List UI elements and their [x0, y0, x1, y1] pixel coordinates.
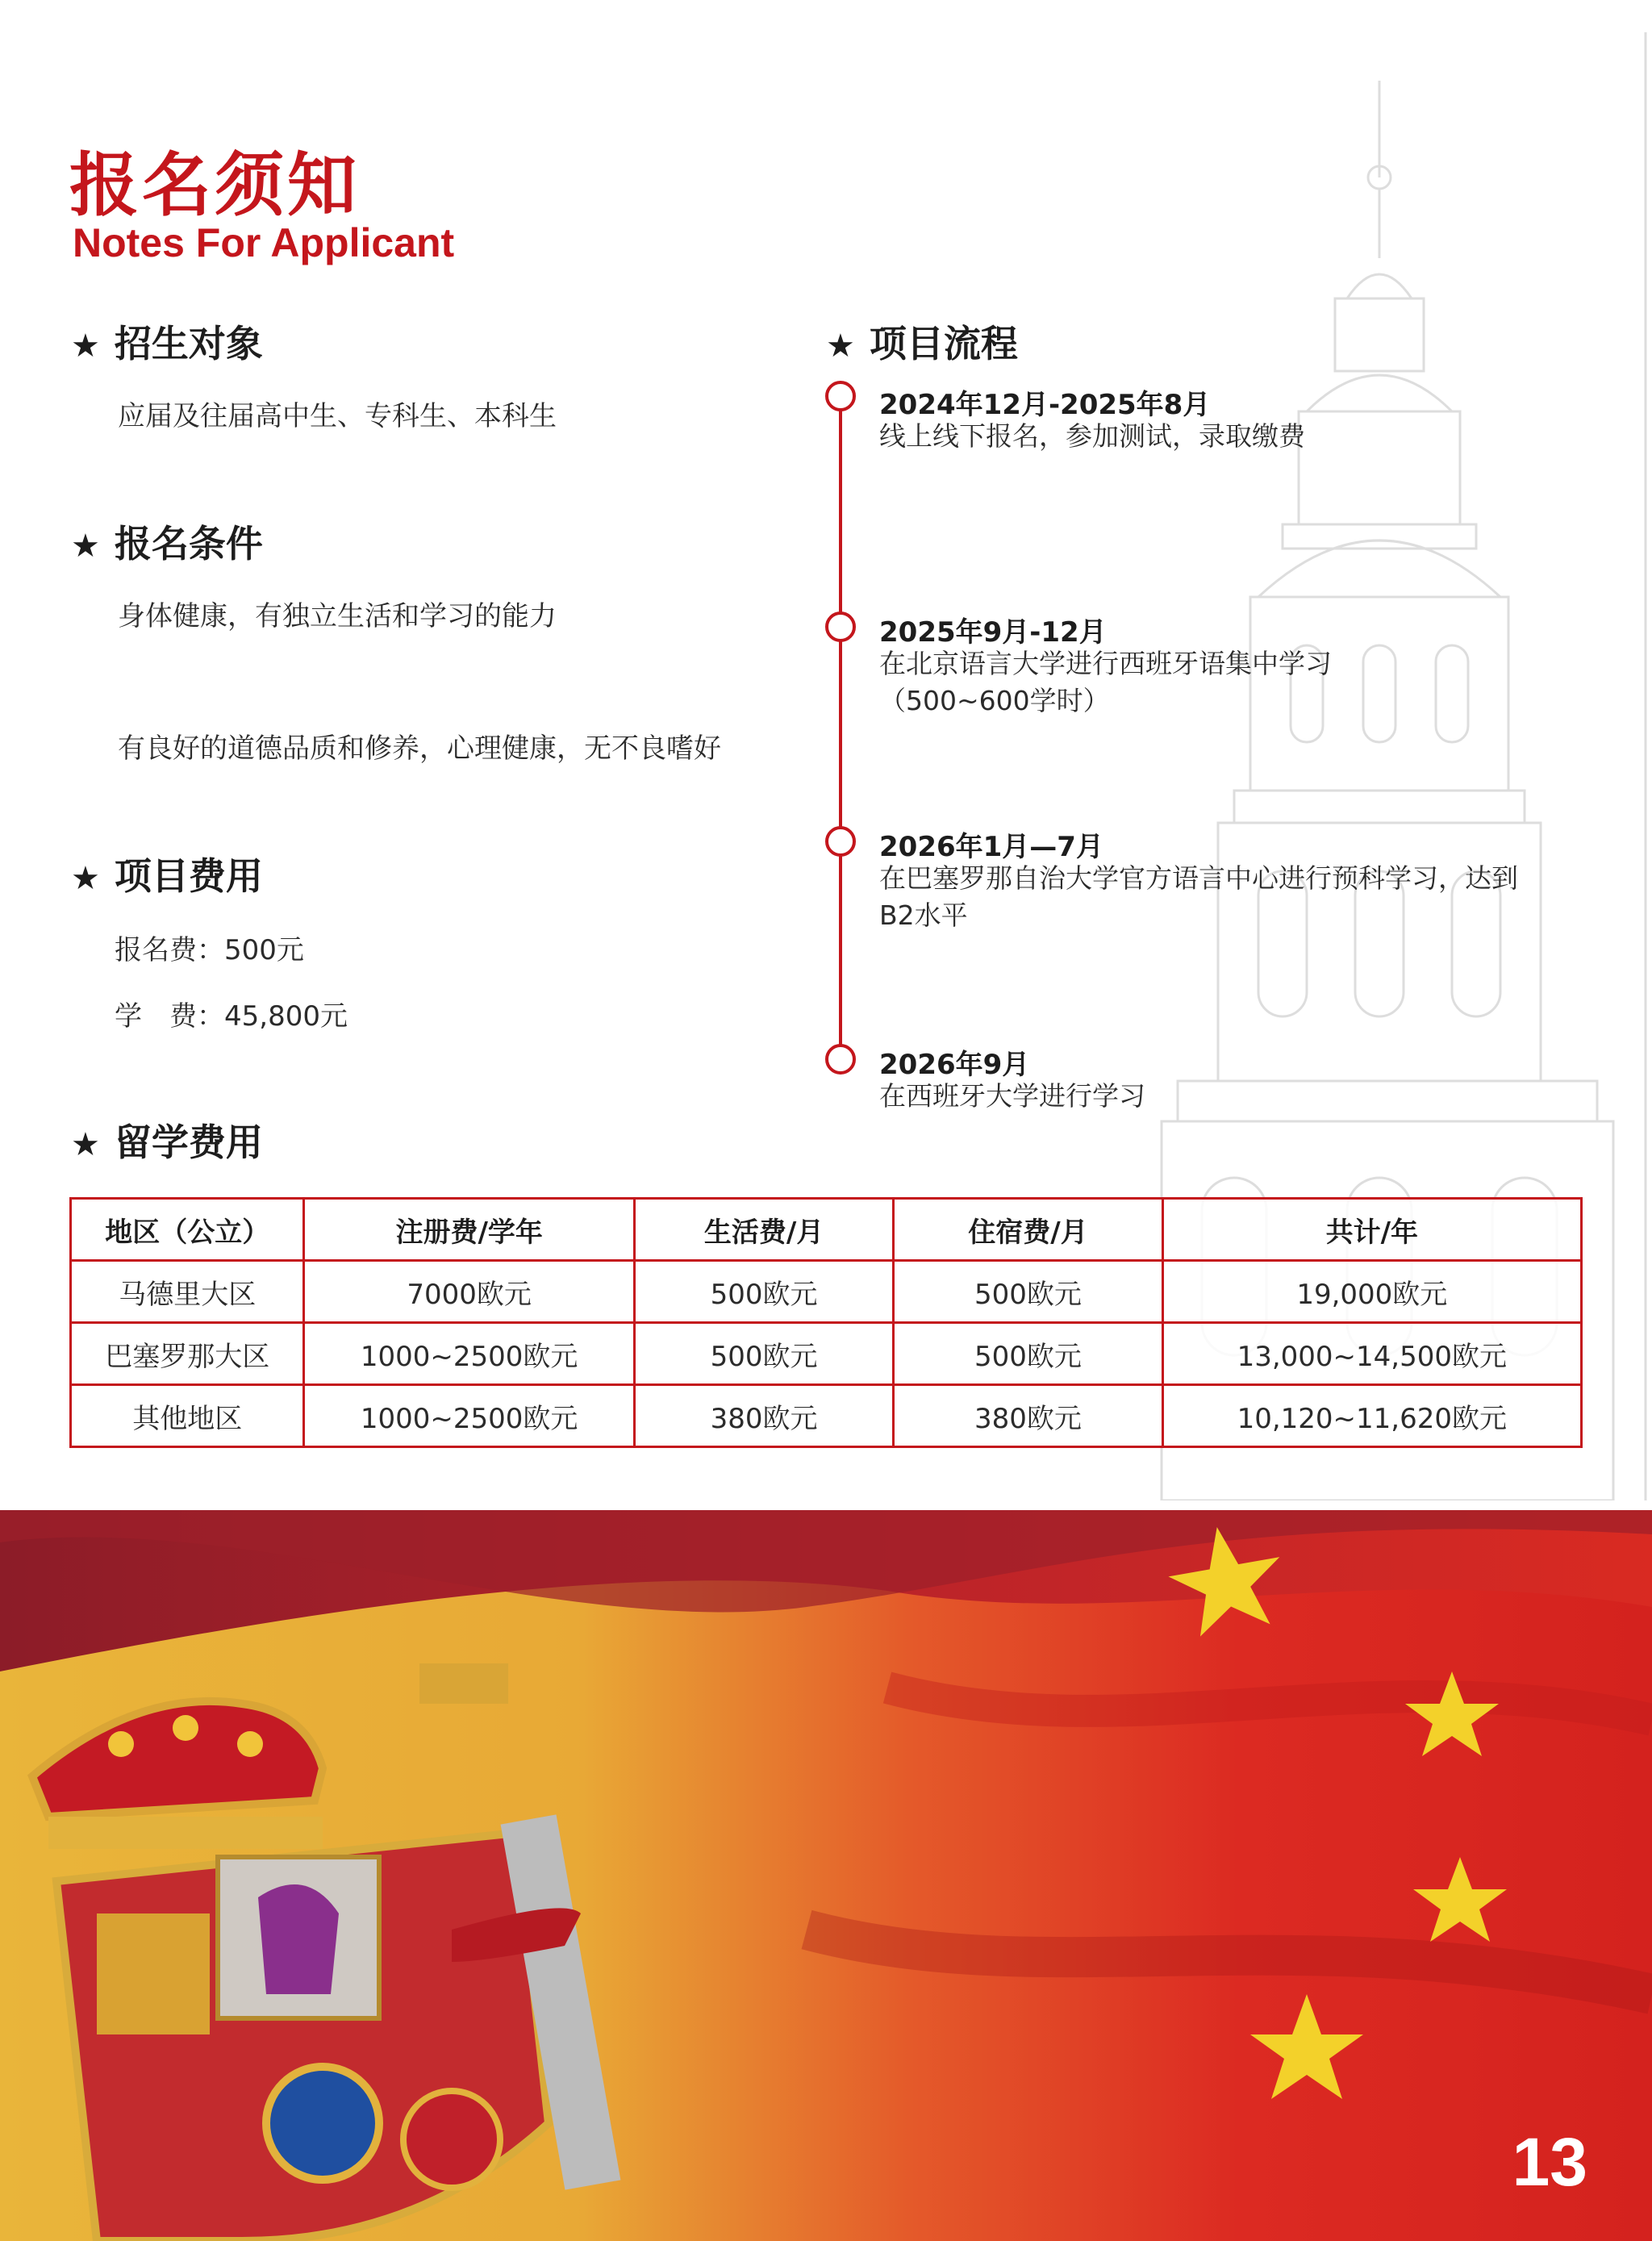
spain-china-flag-banner	[0, 1510, 1652, 2241]
fees-line-2: 学 费：45,800元	[115, 1000, 348, 1033]
study-costs-table	[69, 1197, 1583, 1448]
section-heading-target	[71, 315, 263, 368]
timeline-desc-1-line-1: 线上线下报名，参加测试，录取缴费	[879, 420, 1305, 452]
timeline-date-2: 2025年9月-12月	[879, 616, 1107, 649]
table-row	[71, 1261, 1582, 1323]
table-row	[71, 1385, 1582, 1447]
section-heading-label: 招生对象	[114, 322, 263, 365]
section-heading-label: 项目流程	[869, 322, 1018, 365]
table-cell: 500欧元	[634, 1261, 893, 1323]
timeline-desc-2-line-2: （500~600学时）	[879, 685, 1110, 716]
table-row	[71, 1323, 1582, 1385]
star-icon: ★	[71, 1126, 100, 1163]
page-number: 13	[1512, 2124, 1587, 2200]
table-cell: 380欧元	[894, 1385, 1162, 1447]
table-cell: 7000欧元	[304, 1261, 634, 1323]
table-header-cell: 共计/年	[1162, 1199, 1581, 1261]
timeline-line	[839, 397, 842, 1060]
timeline-date-4: 2026年9月	[879, 1049, 1030, 1081]
table-header-cell: 住宿费/月	[894, 1199, 1162, 1261]
table-header-cell: 生活费/月	[634, 1199, 893, 1261]
section-heading-conditions	[71, 515, 263, 568]
star-icon: ★	[71, 528, 100, 565]
conditions-line-1: 身体健康，有独立生活和学习的能力	[118, 600, 557, 632]
table-cell: 10,120~11,620欧元	[1162, 1385, 1581, 1447]
timeline-dot	[825, 381, 856, 411]
fees-line-1: 报名费：500元	[115, 934, 304, 966]
section-heading-process	[826, 315, 1018, 368]
table-cell: 500欧元	[634, 1323, 893, 1385]
page-title-english: Notes For Applicant	[73, 220, 455, 265]
table-cell: 巴塞罗那大区	[71, 1323, 304, 1385]
target-text: 应届及往届高中生、专科生、本科生	[118, 400, 557, 432]
timeline-date-1: 2024年12月-2025年8月	[879, 389, 1211, 421]
table-cell: 500欧元	[894, 1323, 1162, 1385]
section-heading-label: 报名条件	[114, 522, 263, 565]
star-icon: ★	[826, 328, 855, 365]
table-cell: 19,000欧元	[1162, 1261, 1581, 1323]
timeline-date-3: 2026年1月—7月	[879, 831, 1103, 863]
table-header-cell: 地区（公立）	[71, 1199, 304, 1261]
page-title-chinese: 报名须知	[69, 145, 360, 226]
table-cell: 其他地区	[71, 1385, 304, 1447]
timeline-dot	[825, 611, 856, 642]
timeline-desc-4-line-1: 在西班牙大学进行学习	[879, 1080, 1145, 1112]
section-heading-label: 留学费用	[114, 1120, 263, 1164]
table-cell: 380欧元	[634, 1385, 893, 1447]
timeline-dot	[825, 1044, 856, 1075]
table-cell: 1000~2500欧元	[304, 1385, 634, 1447]
section-heading-study-costs	[71, 1113, 263, 1166]
timeline-dot	[825, 826, 856, 857]
timeline-desc-3-line-1: 在巴塞罗那自治大学官方语言中心进行预科学习，达到	[879, 862, 1518, 894]
table-cell: 1000~2500欧元	[304, 1323, 634, 1385]
table-cell: 13,000~14,500欧元	[1162, 1323, 1581, 1385]
table-cell: 马德里大区	[71, 1261, 304, 1323]
section-heading-fees	[71, 847, 263, 900]
section-heading-label: 项目费用	[114, 854, 263, 898]
star-icon: ★	[71, 328, 100, 365]
table-header-row	[71, 1199, 1582, 1261]
table-cell: 500欧元	[894, 1261, 1162, 1323]
conditions-line-2: 有良好的道德品质和修养，心理健康，无不良嗜好	[118, 732, 721, 765]
table-header-cell: 注册费/学年	[304, 1199, 634, 1261]
timeline-desc-3-line-2: B2水平	[879, 899, 968, 931]
timeline-desc-2-line-1: 在北京语言大学进行西班牙语集中学习	[879, 648, 1332, 679]
star-icon: ★	[71, 860, 100, 897]
